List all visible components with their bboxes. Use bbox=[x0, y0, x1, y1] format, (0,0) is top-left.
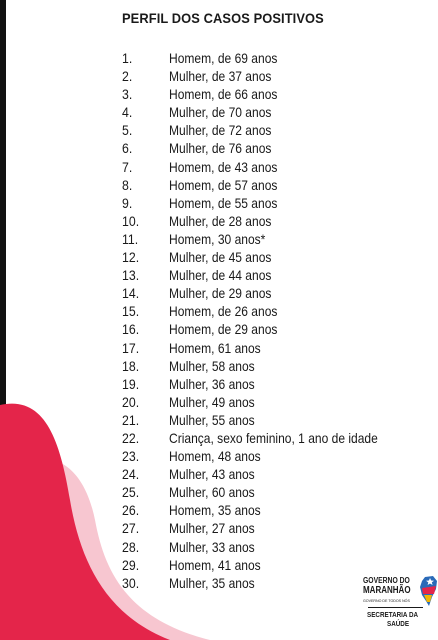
case-description: Homem, de 66 anos bbox=[169, 86, 278, 103]
case-number: 3. bbox=[122, 86, 133, 103]
case-description: Mulher, 58 anos bbox=[169, 357, 255, 374]
case-number: 9. bbox=[122, 194, 133, 211]
case-description: Mulher, de 37 anos bbox=[169, 68, 272, 85]
case-row bbox=[0, 556, 438, 574]
case-number: 7. bbox=[122, 158, 133, 175]
case-number: 14. bbox=[122, 285, 140, 302]
case-row bbox=[0, 501, 438, 519]
case-row bbox=[0, 212, 438, 230]
page-title: PERFIL DOS CASOS POSITIVOS bbox=[122, 10, 324, 26]
case-number: 13. bbox=[122, 267, 140, 284]
case-number: 29. bbox=[122, 556, 140, 573]
logo-maranhao: MARANHÃO bbox=[363, 585, 411, 596]
case-description: Homem, 48 anos bbox=[169, 448, 261, 465]
case-row bbox=[0, 447, 438, 465]
logo-governo-do: GOVERNO DO bbox=[363, 576, 410, 585]
case-description: Criança, sexo feminino, 1 ano de idade bbox=[169, 429, 378, 446]
case-description: Mulher, de 28 anos bbox=[169, 212, 272, 229]
case-number: 8. bbox=[122, 176, 133, 193]
case-row bbox=[0, 230, 438, 248]
case-row bbox=[0, 284, 438, 302]
case-description: Homem, 30 anos* bbox=[169, 230, 266, 247]
case-description: Mulher, de 45 anos bbox=[169, 249, 272, 266]
case-description: Homem, de 29 anos bbox=[169, 321, 278, 338]
case-row bbox=[0, 429, 438, 447]
government-logo bbox=[363, 575, 438, 640]
case-description: Homem, 35 anos bbox=[169, 502, 261, 519]
case-description: Mulher, de 72 anos bbox=[169, 122, 272, 139]
case-row bbox=[0, 67, 438, 85]
case-description: Mulher, 60 anos bbox=[169, 484, 255, 501]
logo-secretaria: SECRETARIA DA bbox=[367, 612, 419, 619]
case-number: 18. bbox=[122, 357, 140, 374]
case-row bbox=[0, 320, 438, 338]
case-row bbox=[0, 357, 438, 375]
case-description: Mulher, 36 anos bbox=[169, 375, 255, 392]
case-number: 5. bbox=[122, 122, 133, 139]
case-number: 6. bbox=[122, 140, 133, 157]
case-number: 23. bbox=[122, 448, 140, 465]
case-description: Homem, de 57 anos bbox=[169, 176, 278, 193]
case-description: Mulher, 49 anos bbox=[169, 393, 255, 410]
case-row bbox=[0, 483, 438, 501]
case-description: Mulher, 27 anos bbox=[169, 520, 255, 537]
case-row bbox=[0, 248, 438, 266]
case-row bbox=[0, 121, 438, 139]
case-description: Mulher, 33 anos bbox=[169, 538, 255, 555]
maranhao-map-icon bbox=[419, 575, 438, 607]
case-number: 1. bbox=[122, 50, 133, 66]
case-description: Mulher, de 44 anos bbox=[169, 267, 272, 284]
case-number: 24. bbox=[122, 466, 140, 483]
case-number: 22. bbox=[122, 429, 140, 446]
case-row bbox=[0, 465, 438, 483]
case-description: Mulher, de 29 anos bbox=[169, 285, 272, 302]
case-number: 19. bbox=[122, 375, 140, 392]
case-number: 12. bbox=[122, 249, 140, 266]
case-number: 26. bbox=[122, 502, 140, 519]
logo-divider bbox=[368, 607, 423, 608]
case-row bbox=[0, 49, 438, 67]
case-row bbox=[0, 266, 438, 284]
case-number: 17. bbox=[122, 339, 140, 356]
case-number: 16. bbox=[122, 321, 140, 338]
case-number: 25. bbox=[122, 484, 140, 501]
case-row bbox=[0, 158, 438, 176]
case-description: Mulher, de 70 anos bbox=[169, 104, 272, 121]
cases-list bbox=[0, 49, 438, 592]
case-description: Homem, de 69 anos bbox=[169, 50, 278, 66]
case-number: 27. bbox=[122, 520, 140, 537]
case-number: 20. bbox=[122, 393, 140, 410]
case-description: Homem, de 26 anos bbox=[169, 303, 278, 320]
case-description: Mulher, de 76 anos bbox=[169, 140, 272, 157]
case-description: Homem, 61 anos bbox=[169, 339, 261, 356]
case-number: 10. bbox=[122, 212, 140, 229]
case-description: Homem, de 43 anos bbox=[169, 158, 278, 175]
case-row bbox=[0, 103, 438, 121]
case-number: 2. bbox=[122, 68, 133, 85]
case-description: Mulher, 55 anos bbox=[169, 411, 255, 428]
case-row bbox=[0, 176, 438, 194]
case-row bbox=[0, 139, 438, 157]
case-number: 28. bbox=[122, 538, 140, 555]
case-row bbox=[0, 302, 438, 320]
case-number: 11. bbox=[122, 230, 139, 247]
case-row bbox=[0, 538, 438, 556]
case-description: Mulher, 43 anos bbox=[169, 466, 255, 483]
case-row bbox=[0, 339, 438, 357]
case-description: Homem, de 55 anos bbox=[169, 194, 278, 211]
logo-slogan: GOVERNO DE TODOS NÓS bbox=[363, 598, 410, 603]
case-description: Homem, 41 anos bbox=[169, 556, 261, 573]
case-row bbox=[0, 393, 438, 411]
case-row bbox=[0, 411, 438, 429]
case-number: 21. bbox=[122, 411, 140, 428]
case-row bbox=[0, 519, 438, 537]
case-number: 4. bbox=[122, 104, 133, 121]
case-row bbox=[0, 375, 438, 393]
case-number: 30. bbox=[122, 574, 140, 591]
logo-saude: SAÚDE bbox=[387, 621, 410, 628]
case-row bbox=[0, 194, 438, 212]
case-description: Mulher, 35 anos bbox=[169, 574, 255, 591]
case-number: 15. bbox=[122, 303, 140, 320]
case-row bbox=[0, 85, 438, 103]
